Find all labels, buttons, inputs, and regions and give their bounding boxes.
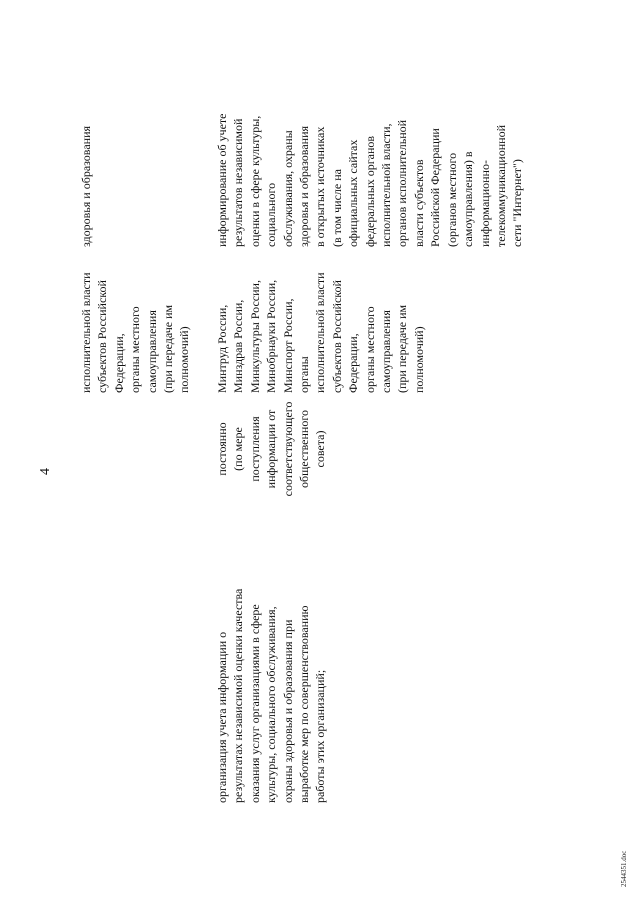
page-number: 4 [38,468,53,475]
task-cell: организация учета информации о результатах независимой оценки качества оказания услуг организациями в сфере культуры, социального обслуживания, охраны здоровья и образования при выработке мер по совершенствованию работы этих организаций; [215,588,328,803]
result-cell: информирование об учете результатов независимой оценки в сфере культуры, социального обслуживания, охраны здоровья и образования в открытых источниках (в том числе на официальных сайтах федеральных органов исполнительной власти, органов исполнительной власти субъектов Российской Федерации (органов местного самоуправления) в информационно- телекоммуникационной сети "Интернет") [215,113,525,247]
term-cell: постоянно (по мере поступления информации от соответствующего общественного совета) [215,401,328,497]
continued-result-cell: здоровья и образования [79,125,93,247]
file-footer: 2544351.doc [620,850,628,887]
responsible-cell: Минтруд России, Минздрав России, Минкультуры России, Минобрнауки России, Минспорт России, органы исполнительной власти субъектов Российской Федерации, органы местного самоуправления (при передаче им полномочий) [215,272,426,393]
continued-responsible-cell: исполнительной власти субъектов Российской Федерации, органы местного самоуправления (при передаче им полномочий) [79,272,192,393]
